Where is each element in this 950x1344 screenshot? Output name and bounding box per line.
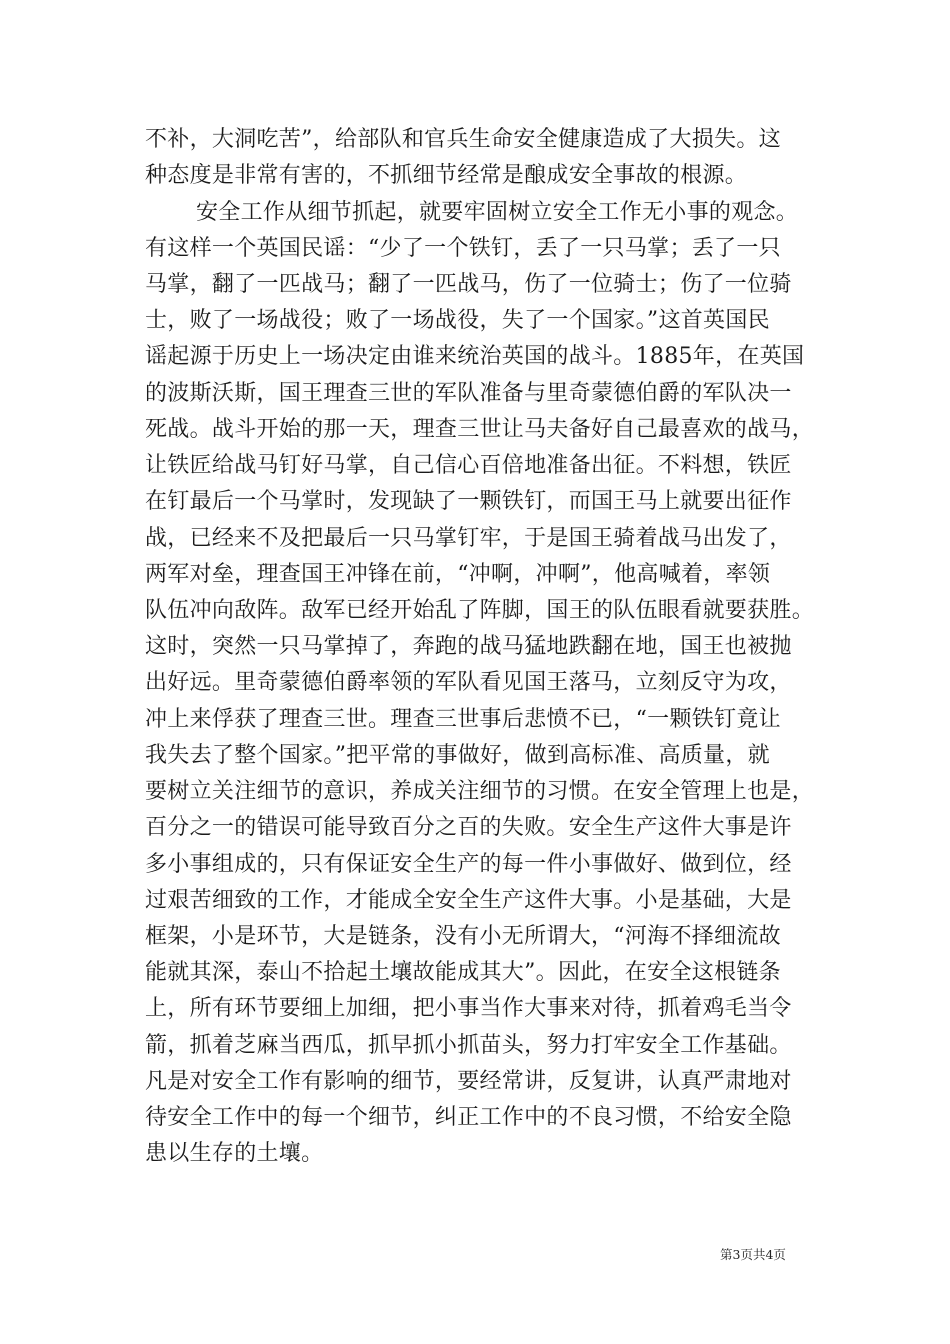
text-line: 马掌，翻了一匹战马；翻了一匹战马，伤了一位骑士；伤了一位骑 xyxy=(145,272,792,297)
text-line: 有这样一个英国民谣：“少了一个铁钉，丢了一只马掌；丢了一只 xyxy=(145,236,781,261)
text-line: 不补，大洞吃苦”，给部队和官兵生命安全健康造成了大损失。这 xyxy=(145,127,781,152)
text-line: 过艰苦细致的工作，才能成全安全生产这件大事。小是基础，大是 xyxy=(145,888,792,913)
text-line: 让铁匠给战马钉好马掌，自己信心百倍地准备出征。不料想，铁匠 xyxy=(145,453,792,478)
text-line: 死战。战斗开始的那一天，理查三世让马夫备好自己最喜欢的战马， xyxy=(145,417,815,442)
text-line: 待安全工作中的每一个细节，纠正工作中的不良习惯，不给安全隐 xyxy=(145,1105,792,1130)
text-line: 出好远。里奇蒙德伯爵率领的军队看见国王落马，立刻反守为攻， xyxy=(145,670,792,695)
text-line: 能就其深，泰山不拾起土壤故能成其大”。因此，在安全这根链条 xyxy=(145,960,781,985)
text-line: 谣起源于历史上一场决定由谁来统治英国的战斗。1885年，在英国 xyxy=(145,344,805,369)
text-line: 多小事组成的，只有保证安全生产的每一件小事做好、做到位，经 xyxy=(145,852,792,877)
text-line: 这时，突然一只马掌掉了，奔跑的战马猛地跌翻在地，国王也被抛 xyxy=(145,634,792,659)
text-line: 两军对垒，理查国王冲锋在前，“冲啊，冲啊”，他高喊着，率领 xyxy=(145,562,771,587)
text-line: 士，败了一场战役；败了一场战役，失了一个国家。”这首英国民 xyxy=(145,308,770,333)
paragraph-first-line: 安全工作从细节抓起，就要牢固树立安全工作无小事的观念。 xyxy=(196,200,799,225)
text-line: 战，已经来不及把最后一只马掌钉牢，于是国王骑着战马出发了， xyxy=(145,526,792,551)
text-line: 我失去了整个国家。”把平常的事做好，做到高标准、高质量，就 xyxy=(145,743,770,768)
text-line: 框架，小是环节，大是链条，没有小无所谓大，“河海不择细流故 xyxy=(145,924,781,949)
text-line: 百分之一的错误可能导致百分之百的失败。安全生产这件大事是许 xyxy=(145,815,792,840)
text-line: 种态度是非常有害的，不抓细节经常是酿成安全事故的根源。 xyxy=(145,163,748,188)
text-line: 箭，抓着芝麻当西瓜，抓早抓小抓苗头，努力打牢安全工作基础。 xyxy=(145,1033,792,1058)
text-line: 上，所有环节要细上加细，把小事当作大事来对待，抓着鸡毛当令 xyxy=(145,996,792,1021)
text-line: 在钉最后一个马掌时，发现缺了一颗铁钉，而国王马上就要出征作 xyxy=(145,489,792,514)
text-line: 要树立关注细节的意识，养成关注细节的习惯。在安全管理上也是， xyxy=(145,779,815,804)
page-number: 第3页共4页 xyxy=(720,1247,786,1262)
text-line: 的波斯沃斯，国王理查三世的军队准备与里奇蒙德伯爵的军队决一 xyxy=(145,381,792,406)
text-line: 患以生存的土壤。 xyxy=(145,1141,324,1166)
text-line: 队伍冲向敌阵。敌军已经开始乱了阵脚，国王的队伍眼看就要获胜。 xyxy=(145,598,815,623)
text-line: 凡是对安全工作有影响的细节，要经常讲，反复讲，认真严肃地对 xyxy=(145,1069,792,1094)
text-line: 冲上来俘获了理查三世。理查三世事后悲愤不已，“一颗铁钉竟让 xyxy=(145,707,781,732)
